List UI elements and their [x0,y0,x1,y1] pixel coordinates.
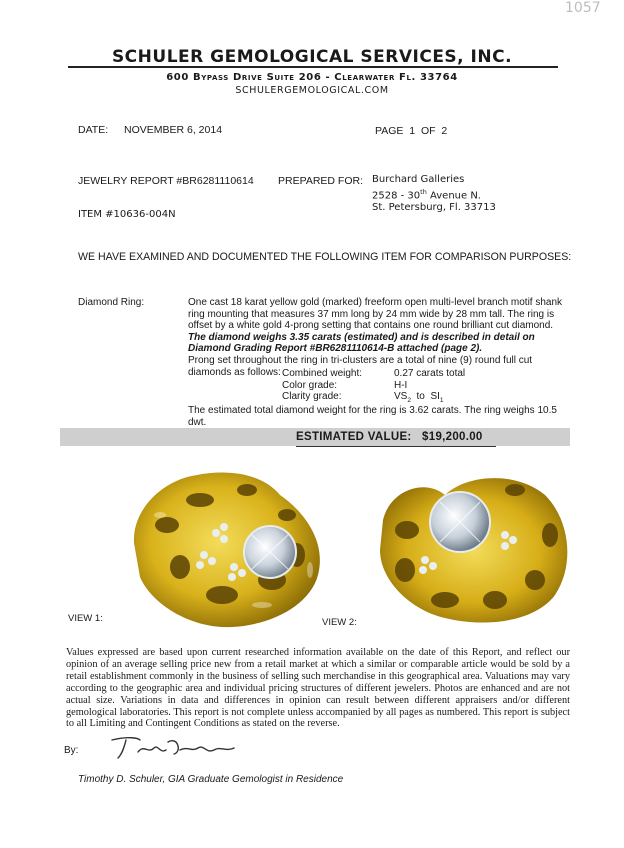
date-value: NOVEMBER 6, 2014 [124,124,223,136]
prepared-for-label: PREPARED FOR: [278,175,363,187]
color-grade-row: Color grade: H-I [282,379,408,391]
scan-mark: 1057 [565,0,601,16]
total-weight: The estimated total diamond weight for the ring is 3.62 carats. The ring weighs 10.5 dwt. [188,405,557,428]
estimated-value-amount: $19,200.00 [422,431,483,443]
date-label: DATE: [78,124,109,136]
report-number: JEWELRY REPORT #BR6281110614 [78,175,254,187]
page-number: 1 [409,125,416,137]
estimated-value-label: ESTIMATED VALUE: [296,431,412,443]
client-street: 2528 - 30th Avenue N. [372,188,481,202]
by-label: By: [64,745,79,756]
ring-photo-view1 [122,455,342,635]
company-name: SCHULER GEMOLOGICAL SERVICES, INC. [111,47,513,67]
ring-photo-view2 [365,450,585,630]
page-of: OF [420,125,436,137]
value-underline [296,446,496,447]
page-label: PAGE [375,125,404,137]
company-address: 600 Bypass Drive Suite 206 - Clearwater Fl. 33764 [166,72,458,83]
clarity-grade-row: Clarity grade: $VS_2$ to $SI_1$ [282,391,444,405]
examination-statement: WE HAVE EXAMINED AND DOCUMENTED THE FOLLOWING ITEM FOR COMPARISON PURPOSES: [78,251,572,263]
item-label: Diamond Ring: [78,297,145,308]
client-city: St. Petersburg, Fl. 33713 [372,202,496,213]
signature-scribble [108,732,238,767]
item-number: ITEM #10636-004N [78,209,176,220]
item-description [188,297,573,378]
desc-part2: Prong set throughout the ring in tri-clusters are a total of nine (9) round full cut diamonds as follows: [188,354,533,378]
page-indicator [375,125,447,137]
desc-diamond-note: The diamond weighs 3.35 carats (estimated) and is described in detail on Diamond Grading Report #BR6281110614-B attached (page 2). [188,331,535,355]
header-rule [68,66,558,68]
page-total: 2 [441,125,448,137]
desc-part1: One cast 18 karat yellow gold (marked) freeform open multi-level branch motif shank ring mounting that measures 37 mm long by 24 mm wide by 28 mm tall. The ring is offset by a white gold 4-prong setting that contains one round brilliant cut diamond. [188,297,563,332]
company-website: SCHULERGEMOLOGICAL.COM [235,85,389,96]
disclaimer-text: Values expressed are based upon current researched information available on the date of this Report, and reflect our opinion of an average selling price new from a retail market at which a similar or comparable article would be sold by a retail establishment commonly in the business of selling such merchandise in this geographical area. Valuations may vary according to the geographic area and individual pricing structures of different jewelers. Photos are enhanced and are not actual size. Variations in data and differences in opinion can result between different appraisers and/or different gemological laboratories. This report is not complete unless accompanied by all pages as numbered. This report is subject to all Limiting and Contingent Conditions as stated on the reverse. [66,647,570,730]
view2-label: VIEW 2: [322,617,357,628]
view1-label: VIEW 1: [68,613,103,624]
combined-weight-row: Combined weight: 0.27 carats total [282,368,466,379]
client-name: Burchard Galleries [372,174,465,185]
signer-name: Timothy D. Schuler, GIA Graduate Gemologist in Residence [78,774,344,785]
estimated-value [296,431,483,443]
grade-table [282,368,465,407]
